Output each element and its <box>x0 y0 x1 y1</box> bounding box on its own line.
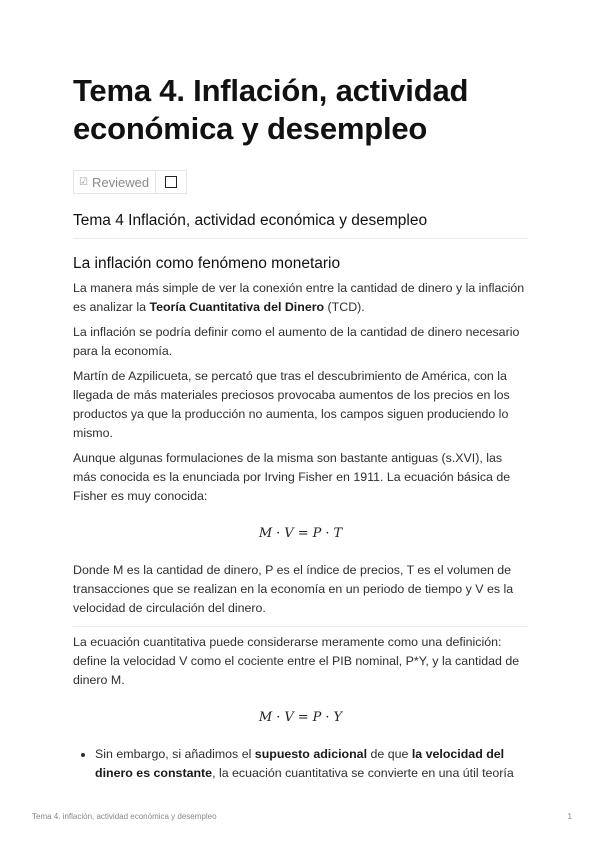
eq2-y: Y <box>333 710 343 725</box>
eq1-p: P <box>312 526 322 541</box>
reviewed-checkbox[interactable] <box>165 176 177 188</box>
paragraph-fisher: Aunque algunas formulaciones de la misma son bastante antiguas (s.XVI), las más conocida es la enunciada por Irving Fisher en 1911. La ecuación básica de Fisher es muy conocida: <box>73 451 511 503</box>
paragraph-azpilicueta: Martín de Azpilicueta, se percató que tras el descubrimiento de América, con la llegada de más materiales preciosos provocaba aumentos de los precios en los productos ya que la producción no aumenta, los campos siguen produciendo lo mismo. <box>73 369 510 440</box>
eq2-dot1: · <box>276 710 281 725</box>
property-row <box>73 170 528 194</box>
bullet1-t1: Sin embargo, si añadimos el <box>95 747 255 761</box>
reviewed-property-label <box>73 170 156 194</box>
list-item <box>95 745 528 783</box>
eq1-dot2: · <box>325 526 330 541</box>
page-footer <box>32 812 572 821</box>
footer-title: Tema 4. inflación, actividad económica y desempleo <box>32 812 217 821</box>
bullet1-b1: supuesto adicional <box>254 747 368 761</box>
checkbox-property-icon: ☑ <box>79 176 88 188</box>
eq1-v: V <box>284 526 294 541</box>
paragraph-tcd <box>73 279 528 317</box>
eq2-equals: = <box>297 710 309 725</box>
eq1-m: M <box>258 526 273 541</box>
eq2-dot2: · <box>325 710 330 725</box>
eq1-dot1: · <box>276 526 281 541</box>
page-title: Tema 4. Inflación, actividad económica y desempleo <box>73 73 469 146</box>
eq1-t: T <box>333 526 343 541</box>
bullet-list <box>73 745 528 783</box>
document-page <box>73 72 528 783</box>
p1-before: La manera más simple de ver la conexión entre la cantidad de dinero y la inflación es analizar la <box>73 281 525 314</box>
paragraph-velocity: La ecuación cuantitativa puede considerarse meramente como una definición: define la velocidad V como el cociente entre el PIB nominal, P*Y, y la cantidad de dinero M. <box>73 635 520 687</box>
reviewed-property-value[interactable] <box>156 170 187 194</box>
equation-quantity <box>73 710 528 725</box>
reviewed-property-text: Reviewed <box>91 174 150 190</box>
bullet1-b2: la velocidad del dinero es constante <box>95 747 505 780</box>
eq1-equals: = <box>297 526 309 541</box>
footer-page-number: 1 <box>567 812 572 821</box>
paragraph-definition: La inflación se podría definir como el aumento de la cantidad de dinero necesario para la economía. <box>73 325 520 358</box>
equation-fisher <box>73 526 528 541</box>
p1-bold: Teoría Cuantitativa del Dinero <box>149 300 325 314</box>
bullet1-t2: de que <box>367 747 412 761</box>
main-heading: Tema 4 Inflación, actividad económica y desempleo <box>73 210 528 239</box>
eq2-m: M <box>258 710 273 725</box>
section-heading: La inflación como fenómeno monetario <box>73 255 341 272</box>
eq2-v: V <box>284 710 294 725</box>
p1-after: (TCD). <box>324 300 365 314</box>
bullet1-t3: , la ecuación cuantitativa se convierte en una útil teoría <box>212 766 514 780</box>
paragraph-variables: Donde M es la cantidad de dinero, P es el índice de precios, T es el volumen de transacciones que se realizan en la economía en un periodo de tiempo y V es la velocidad de circulación del dinero. <box>73 563 514 615</box>
eq2-p: P <box>312 710 322 725</box>
divider <box>73 626 528 627</box>
